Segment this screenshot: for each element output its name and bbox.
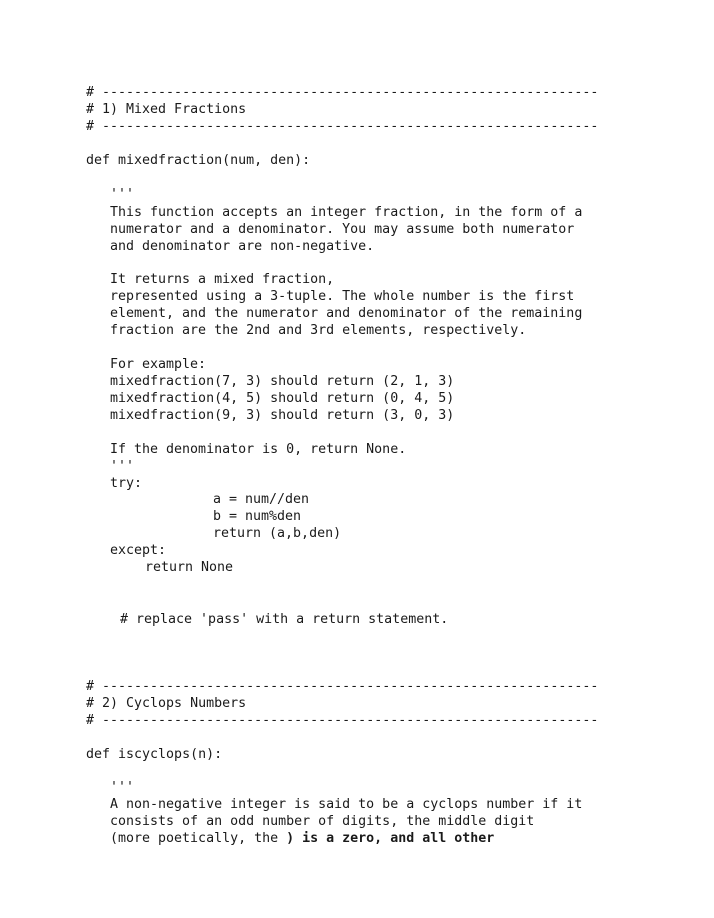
section2-def-line: def iscyclops(n):	[86, 747, 223, 762]
section1-example-line: mixedfraction(9, 3) should return (3, 0, 3)	[110, 408, 455, 423]
section1-except-line: except:	[110, 543, 167, 558]
section1-doc-line: It returns a mixed fraction,	[110, 272, 335, 287]
section2-doc-last-normal: (more poetically, the	[110, 831, 287, 846]
section1-except-body: return None	[145, 560, 234, 575]
section2-header: # 2) Cyclops Numbers	[86, 696, 247, 711]
section1-doc-line: numerator and a denominator. You may assume both numerator	[110, 222, 575, 237]
section1-try-body-line: return (a,b,den)	[213, 526, 342, 541]
section1-doc-line: This function accepts an integer fraction, in the form of a	[110, 205, 583, 220]
section2-doc-open: '''	[110, 780, 135, 795]
section1-doc-open: '''	[110, 187, 135, 202]
section2-doc-line: A non-negative integer is said to be a cyclops number if it	[110, 797, 583, 812]
section1-doc-line: fraction are the 2nd and 3rd elements, respectively.	[110, 323, 527, 338]
section1-example-line: mixedfraction(7, 3) should return (2, 1, 3)	[110, 374, 455, 389]
section1-rule-bottom: # --------------------------------------------------------------	[86, 119, 599, 134]
section1-comment: # replace 'pass' with a return statement.	[120, 612, 449, 627]
section1-doc-line: represented using a 3-tuple. The whole number is the first	[110, 289, 575, 304]
section1-doc-line: element, and the numerator and denominator of the remaining	[110, 306, 583, 321]
section1-example-line: mixedfraction(4, 5) should return (0, 4, 5)	[110, 391, 455, 406]
section2-doc-last-bold: ) is a zero, and all other	[286, 831, 495, 846]
section1-try-line: try:	[110, 476, 143, 491]
section1-def-line: def mixedfraction(num, den):	[86, 153, 311, 168]
section2-doc-line: consists of an odd number of digits, the middle digit	[110, 814, 535, 829]
section1-doc-line: and denominator are non-negative.	[110, 239, 375, 254]
section2-rule-top: # --------------------------------------------------------------	[86, 679, 599, 694]
section1-doc-none: If the denominator is 0, return None.	[110, 442, 407, 457]
section2-rule-bottom: # --------------------------------------------------------------	[86, 713, 599, 728]
section1-try-body-line: a = num//den	[213, 492, 310, 507]
section1-example-header: For example:	[110, 357, 207, 372]
section1-rule-top: # --------------------------------------------------------------	[86, 85, 599, 100]
section2-doc-last-line	[110, 830, 494, 847]
section1-header: # 1) Mixed Fractions	[86, 102, 247, 117]
section1-doc-close: '''	[110, 459, 135, 474]
section1-try-body-line: b = num%den	[213, 509, 302, 524]
